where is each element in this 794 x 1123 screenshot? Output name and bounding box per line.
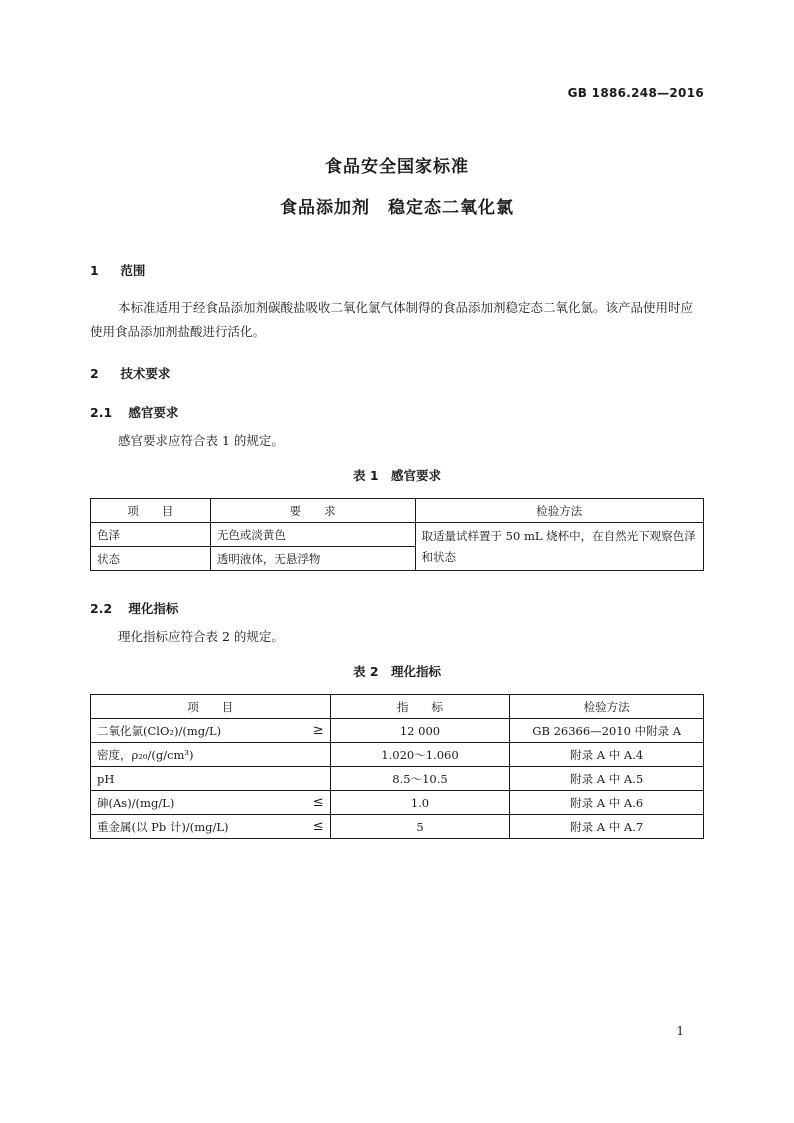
row-item — [91, 719, 331, 743]
column-header-requirement: 要 求 — [210, 499, 415, 523]
section-1-heading — [90, 261, 145, 279]
column-header-method: 检验方法 — [415, 499, 703, 523]
standard-number: GB 1886.248—2016 — [567, 86, 704, 100]
section-number: 1 — [90, 263, 99, 278]
table-row — [91, 719, 704, 743]
row-value: 5 — [330, 815, 510, 839]
table-row — [91, 815, 704, 839]
column-header-method: 检验方法 — [510, 695, 704, 719]
section-number: 2 — [90, 366, 99, 381]
section-2-2-heading — [90, 599, 178, 617]
section-2-heading — [90, 364, 170, 382]
row-method: GB 26366—2010 中附录 A — [510, 719, 704, 743]
row-value: 1.0 — [330, 791, 510, 815]
row-item-label: 密度，ρ₂₀/(g/cm³) — [97, 747, 194, 762]
document-title: 食品安全国家标准 — [325, 157, 469, 177]
section-2-1-heading — [90, 403, 178, 421]
column-header-item: 项 目 — [91, 499, 211, 523]
row-method: 取适量试样置于 50 mL 烧杯中，在自然光下观察色泽和状态 — [415, 523, 703, 571]
row-value: 12 000 — [330, 719, 510, 743]
row-method: 附录 A 中 A.4 — [510, 743, 704, 767]
row-item — [91, 815, 331, 839]
row-value: 1.020～1.060 — [330, 743, 510, 767]
section-number: 2.2 — [90, 601, 113, 616]
row-item: 色泽 — [91, 523, 211, 547]
table-header-row — [91, 499, 704, 523]
row-method: 附录 A 中 A.7 — [510, 815, 704, 839]
row-item-label: 二氧化氯(ClO₂)/(mg/L) — [97, 723, 222, 738]
section-title: 范围 — [120, 263, 146, 278]
row-method: 附录 A 中 A.5 — [510, 767, 704, 791]
table-2-caption: 表 2 理化指标 — [352, 664, 442, 679]
comparison-symbol: ≤ — [312, 818, 324, 834]
section-1-body: 本标准适用于经食品添加剂碳酸盐吸收二氧化氯气体制得的食品添加剂稳定态二氧化氯。该产品使用时应使用食品添加剂盐酸进行活化。 — [90, 300, 694, 339]
section-number: 2.1 — [90, 405, 113, 420]
row-value: 8.5～10.5 — [330, 767, 510, 791]
table-2-physicochemical — [90, 694, 704, 839]
comparison-symbol: ≥ — [312, 722, 324, 738]
row-requirement: 透明液体，无悬浮物 — [210, 547, 415, 571]
row-item — [91, 743, 331, 767]
section-title: 理化指标 — [128, 601, 179, 616]
section-2-2-body: 理化指标应符合表 2 的规定。 — [118, 629, 284, 644]
comparison-symbol: ≤ — [312, 794, 324, 810]
table-row — [91, 791, 704, 815]
table-1-sensory — [90, 498, 704, 571]
section-2-1-body: 感官要求应符合表 1 的规定。 — [118, 433, 284, 448]
document-subtitle: 食品添加剂 稳定态二氧化氯 — [280, 198, 514, 218]
table-row — [91, 743, 704, 767]
column-header-index: 指 标 — [330, 695, 510, 719]
row-item — [91, 791, 331, 815]
row-item-label: 重金属(以 Pb 计)/(mg/L) — [97, 819, 229, 834]
column-header-item: 项 目 — [91, 695, 331, 719]
row-method: 附录 A 中 A.6 — [510, 791, 704, 815]
row-item — [91, 767, 331, 791]
table-1-caption: 表 1 感官要求 — [352, 468, 442, 483]
page-number: 1 — [676, 1024, 684, 1038]
row-requirement: 无色或淡黄色 — [210, 523, 415, 547]
section-title: 感官要求 — [128, 405, 179, 420]
row-item-label: pH — [97, 771, 115, 786]
table-row — [91, 767, 704, 791]
table-header-row — [91, 695, 704, 719]
row-item: 状态 — [91, 547, 211, 571]
row-item-label: 砷(As)/(mg/L) — [97, 795, 175, 810]
table-row — [91, 523, 704, 547]
section-title: 技术要求 — [120, 366, 171, 381]
